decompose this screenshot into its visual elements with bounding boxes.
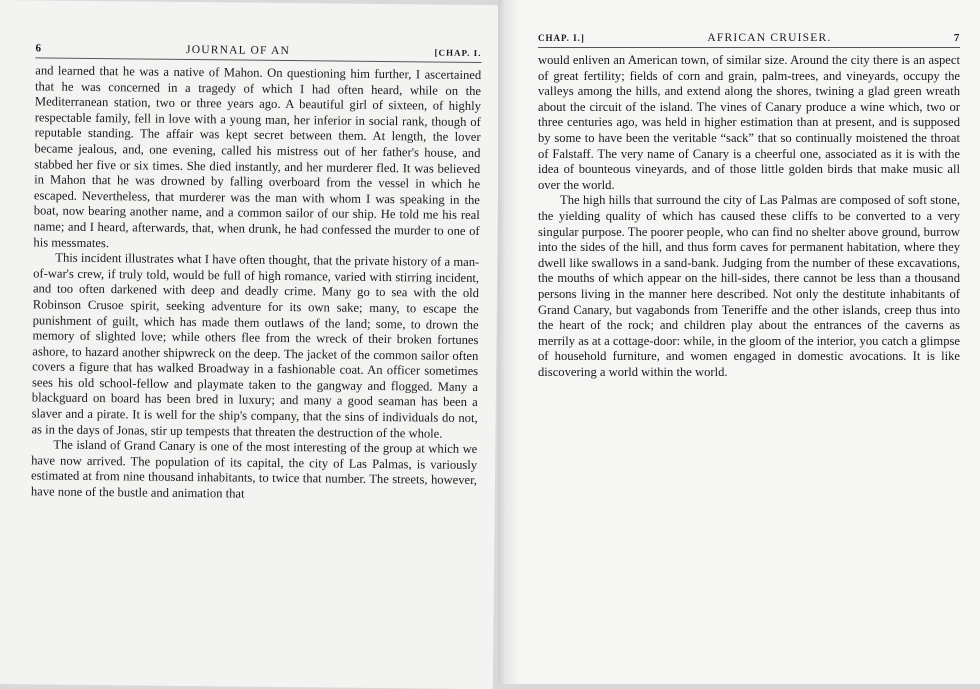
paragraph: The high hills that surround the city of Las Palmas are composed of soft stone, the yielding quality of which has caused these cliffs to be converted to a very singular purpose. The poorer people, who can find no shelter above ground, burrow into the sides of the hill, and thus form caves for permanent habitation, where they dwell like swallows in a sand-bank. Judging from the number of these excavations, the mouths of which appear on the hill-sides, there cannot be less than a thousand persons living in the manner here described. Not only the destitute inhabitants of Grand Canary, but vagabonds from Teneriffe and the other islands, creep thus into the heart of the rock; and children play about the entrances of the caverns as merrily as at a cottage-door: while, in the gloom of the interior, you catch a glimpse of household furniture, and women engaged in domestic avocations. It is like discovering a world within the world. — [538, 193, 960, 379]
right-running-head — [538, 32, 960, 48]
book-gutter — [498, 0, 518, 684]
paragraph: This incident illustrates what I have often thought, that the private history of a man-of-war's crew, if truly told, would be full of high romance, varied with stirring incident, and too often darkened with deep and deadly crime. Many go to sea with the old Robinson Crusoe spirit, seeking adventure for its own sake; many, to escape the punishment of guilt, which has made them outlaws of the land; some, to drown the memory of slighted love; while others flee from the wreck of their broken fortunes ashore, to hazard another shipwreck on the deep. The jacket of the common sailor often covers a figure that has walked Broadway in a fashionable coat. An officer sometimes sees his old school-fellow and playmate taken to the gangway and flogged. Many a blackguard on board has been bred in luxury; and many a good seaman has been a slaver and a pirate. It is well for the ship's company, that the sins of individuals do not, as in the days of Jonas, stir up tempests that threaten the destruction of the whole. — [31, 250, 480, 441]
chapter-marker: [CHAP. I. — [434, 47, 482, 59]
left-body-text — [31, 63, 482, 504]
chapter-marker: CHAP. I.] — [538, 33, 585, 43]
left-running-head — [35, 42, 481, 63]
running-title: JOURNAL OF AN — [186, 43, 291, 58]
page-number: 6 — [35, 42, 42, 55]
running-title: AFRICAN CRUISER. — [707, 32, 832, 44]
paragraph: The island of Grand Canary is one of the most interesting of the group at which we have now arrived. The population of its capital, the city of Las Palmas, is variously estimated at from nine thousand inhabitants, to twice that number. The streets, however, have none of the bustle and animation that — [30, 437, 478, 501]
paragraph: and learned that he was a native of Mahon. On questioning him further, I ascertained that he was concerned in a tragedy of which I had often heard, while on the Mediterranean station, two or three years ago. A beautiful girl of sixteen, of highly respectable family, fell in love with a young man, her inferior in social rank, though of reputable standing. The affair was kept secret between them. At length, the lover became jealous, and, one evening, called his mistress out of her father's house, and stabbed her five or six times. She died instantly, and her murderer fled. It was believed in Mahon that he was drowned by falling overboard from the vessel in which he escaped. Nevertheless, that murderer was the man with whom I was speaking in the boat, now bearing another name, and a common sailor of our ship. He told me his real name; and I heard, afterwards, that, when drunk, he had confessed the murder to one of his messmates. — [33, 63, 482, 250]
paragraph: would enliven an American town, of similar size. Around the city there is an aspect of great fertility; fields of corn and grain, palm-trees, and vineyards, occupy the valleys among the hills, and extend along the shores, twining a glad green wreath about the circuit of the island. The vines of Canary produce a wine which, two or three centuries ago, was held in higher estimation than at present, and is supposed by some to have been the veritable “sack” that so continually moistened the throat of Falstaff. The very name of Canary is a cheerful one, associated as it is with the idea of bounteous vineyards, and of those little golden birds that make music all over the world. — [538, 53, 960, 192]
right-page — [518, 0, 980, 684]
right-body-text — [538, 53, 960, 380]
page-number: 7 — [953, 32, 960, 44]
